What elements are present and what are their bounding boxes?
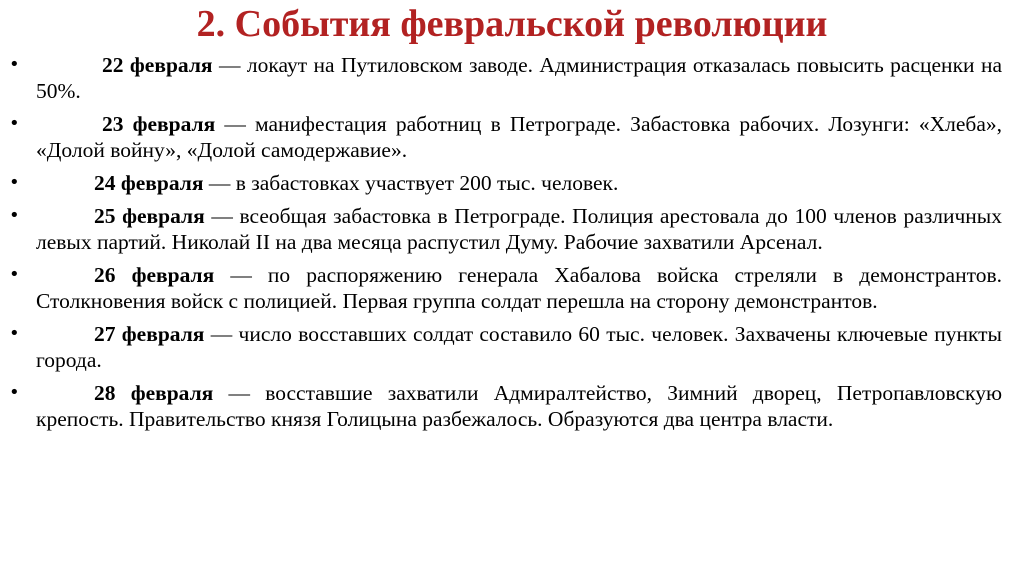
- event-date: 28 февраля: [94, 381, 214, 405]
- page-title: 2. События февральской революции: [196, 3, 828, 45]
- event-text: — число восставших солдат составило 60 тыс. человек. Захвачены ключевые пункты города.: [36, 322, 1003, 372]
- bullet-icon: •: [9, 323, 20, 344]
- event-date: 26 февраля: [94, 263, 215, 287]
- event-item-25: [9, 203, 1002, 255]
- event-item-23: [9, 111, 1003, 163]
- bullet-icon: •: [9, 54, 20, 75]
- event-text: — локаут на Путиловском заводе. Администрация отказалась повысить расценки на 50%.: [36, 53, 1002, 103]
- event-text: — по распоряжению генерала Хабалова войска стреляли в демонстрантов. Столкновения войск с полицией. Первая группа солдат перешла на сторону демонстрантов.: [36, 263, 1002, 313]
- event-text: — в забастовках участвует 200 тыс. человек.: [203, 171, 619, 195]
- bullet-icon: •: [9, 172, 20, 193]
- event-date: 23 февраля: [102, 112, 216, 136]
- event-date: 22 февраля: [102, 53, 213, 77]
- bullet-icon: •: [9, 205, 20, 226]
- bullet-icon: •: [9, 113, 20, 134]
- bullet-icon: •: [9, 382, 20, 403]
- event-text: — всеобщая забастовка в Петрограде. Полиция арестовала до 100 членов различных левых партий. Николай II на два месяца распустил Думу. Рабочие захватили Арсенал.: [36, 204, 1002, 254]
- event-item-22: [9, 52, 1002, 104]
- event-item-24: [9, 170, 1002, 196]
- events-list: [9, 52, 1003, 439]
- bullet-icon: •: [9, 264, 20, 285]
- event-date: 24 февраля: [94, 171, 204, 195]
- event-item-26: [9, 262, 1002, 314]
- event-item-27: [9, 321, 1003, 373]
- event-text: — манифестация работниц в Петрограде. Забастовка рабочих. Лозунги: «Хлеба», «Долой войну», «Долой самодержавие».: [36, 112, 1003, 162]
- event-date: 27 февраля: [94, 322, 205, 346]
- event-item-28: [9, 380, 1003, 432]
- event-date: 25 февраля: [94, 204, 205, 228]
- event-text: — восставшие захватили Адмиралтейство, Зимний дворец, Петропавловскую крепость. Правительство князя Голицына разбежалось. Образуются два центра власти.: [36, 381, 1003, 431]
